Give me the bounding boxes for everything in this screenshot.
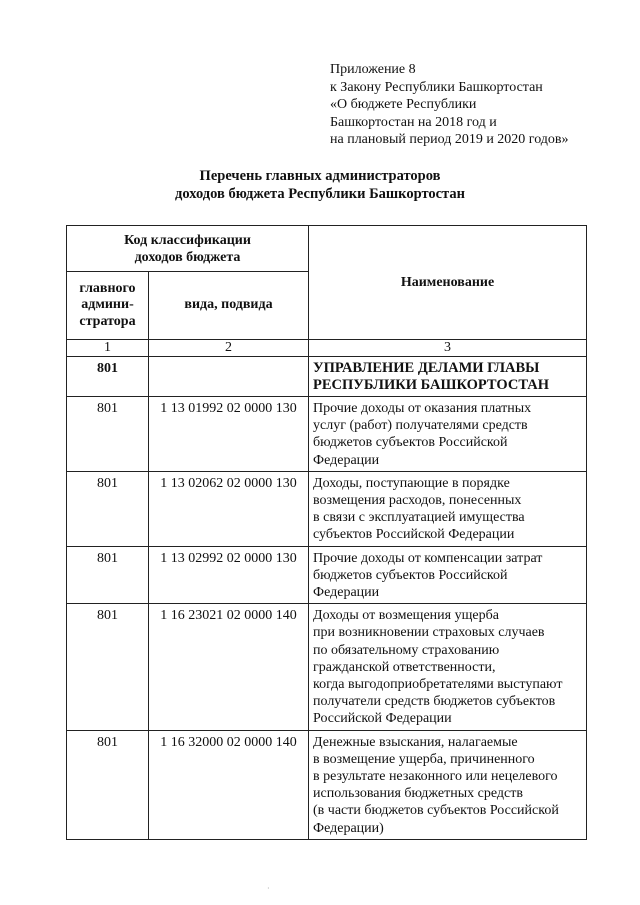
name-line: Федерации (313, 452, 380, 468)
name-line: получатели средств бюджетов субъектов (313, 694, 556, 710)
table-row (67, 730, 587, 839)
name-line: бюджетов субъектов Российской (313, 435, 508, 451)
admin-code-cell: 801 (67, 730, 149, 839)
table-header-row (67, 226, 587, 272)
name-line: в результате незаконного или нецелевого (313, 769, 558, 785)
appendix-line: Приложение 8 (330, 62, 416, 77)
column-number-row (67, 340, 587, 357)
name-cell (309, 397, 587, 472)
income-code-cell: 1 16 23021 02 0000 140 (149, 604, 309, 730)
name-line: услуг (работ) получателями средств (313, 418, 528, 434)
table-row (67, 357, 587, 397)
name-line: в возмещение ущерба, причиненного (313, 751, 535, 767)
table-row (67, 604, 587, 730)
column-number: 2 (149, 340, 309, 357)
income-code-cell (149, 357, 309, 397)
appendix-line: на плановый период 2019 и 2020 годов» (330, 132, 569, 147)
admin-code-cell: 801 (67, 546, 149, 604)
name-line: по обязательному страхованию (313, 642, 500, 658)
header-text: Код классификации (124, 232, 251, 248)
name-line: Прочие доходы от оказания платных (313, 401, 532, 416)
header-classification-code (67, 226, 309, 272)
income-code-cell: 1 16 32000 02 0000 140 (149, 730, 309, 839)
name-line: при возникновении страховых случаев (313, 625, 545, 641)
scan-speck: · (267, 884, 270, 893)
header-text: стратора (79, 313, 136, 329)
name-line: Российской Федерации (313, 711, 452, 727)
income-code-cell: 1 13 02062 02 0000 130 (149, 471, 309, 546)
name-line: РЕСПУБЛИКИ БАШКОРТОСТАН (313, 377, 550, 393)
column-number: 1 (67, 340, 149, 357)
administrators-table (66, 225, 587, 840)
table-row (67, 471, 587, 546)
header-admin (67, 272, 149, 340)
appendix-line: к Закону Республики Башкортостан (330, 79, 543, 95)
name-line: Доходы от возмещения ущерба (313, 608, 499, 624)
document-title (0, 167, 640, 203)
name-line: Прочие доходы от компенсации затрат (313, 550, 543, 566)
title-line: доходов бюджета Республики Башкортостан (175, 186, 465, 202)
name-line: Федерации (313, 585, 380, 601)
name-line: гражданской ответственности, (313, 659, 496, 675)
name-line: УПРАВЛЕНИЕ ДЕЛАМИ ГЛАВЫ (313, 360, 540, 376)
admin-code-cell: 801 (67, 604, 149, 730)
table-row (67, 397, 587, 472)
name-line: Доходы, поступающие в порядке (313, 475, 510, 491)
name-line: когда выгодоприобретателями выступают (313, 677, 563, 693)
appendix-line: «О бюджете Республики (330, 97, 477, 112)
name-line: использования бюджетных средств (313, 786, 523, 802)
income-code-cell: 1 13 02992 02 0000 130 (149, 546, 309, 604)
title-line: Перечень главных администраторов (199, 168, 441, 184)
name-cell (309, 604, 587, 730)
header-text: доходов бюджета (134, 249, 241, 265)
header-text: главного (79, 280, 136, 296)
name-line: Денежные взыскания, налагаемые (313, 734, 518, 750)
appendix-line: Башкортостан на 2018 год и (330, 114, 497, 130)
income-code-cell: 1 13 01992 02 0000 130 (149, 397, 309, 472)
header-code: вида, подвида (149, 272, 309, 340)
name-line: субъектов Российской Федерации (313, 527, 515, 543)
name-cell (309, 471, 587, 546)
column-number: 3 (309, 340, 587, 357)
header-name: Наименование (309, 226, 587, 340)
name-line: (в части бюджетов субъектов Российской (313, 803, 559, 819)
header-text: админи- (81, 297, 134, 313)
name-line: в связи с эксплуатацией имущества (313, 510, 525, 526)
name-line: возмещения расходов, понесенных (313, 493, 522, 509)
name-line: Федерации) (313, 820, 384, 836)
appendix-note (330, 61, 569, 149)
name-cell (309, 357, 587, 397)
table-row (67, 546, 587, 604)
name-cell (309, 730, 587, 839)
name-cell (309, 546, 587, 604)
admin-code-cell: 801 (67, 471, 149, 546)
admin-code-cell: 801 (67, 397, 149, 472)
admin-code-cell: 801 (67, 357, 149, 397)
name-line: бюджетов субъектов Российской (313, 567, 508, 583)
